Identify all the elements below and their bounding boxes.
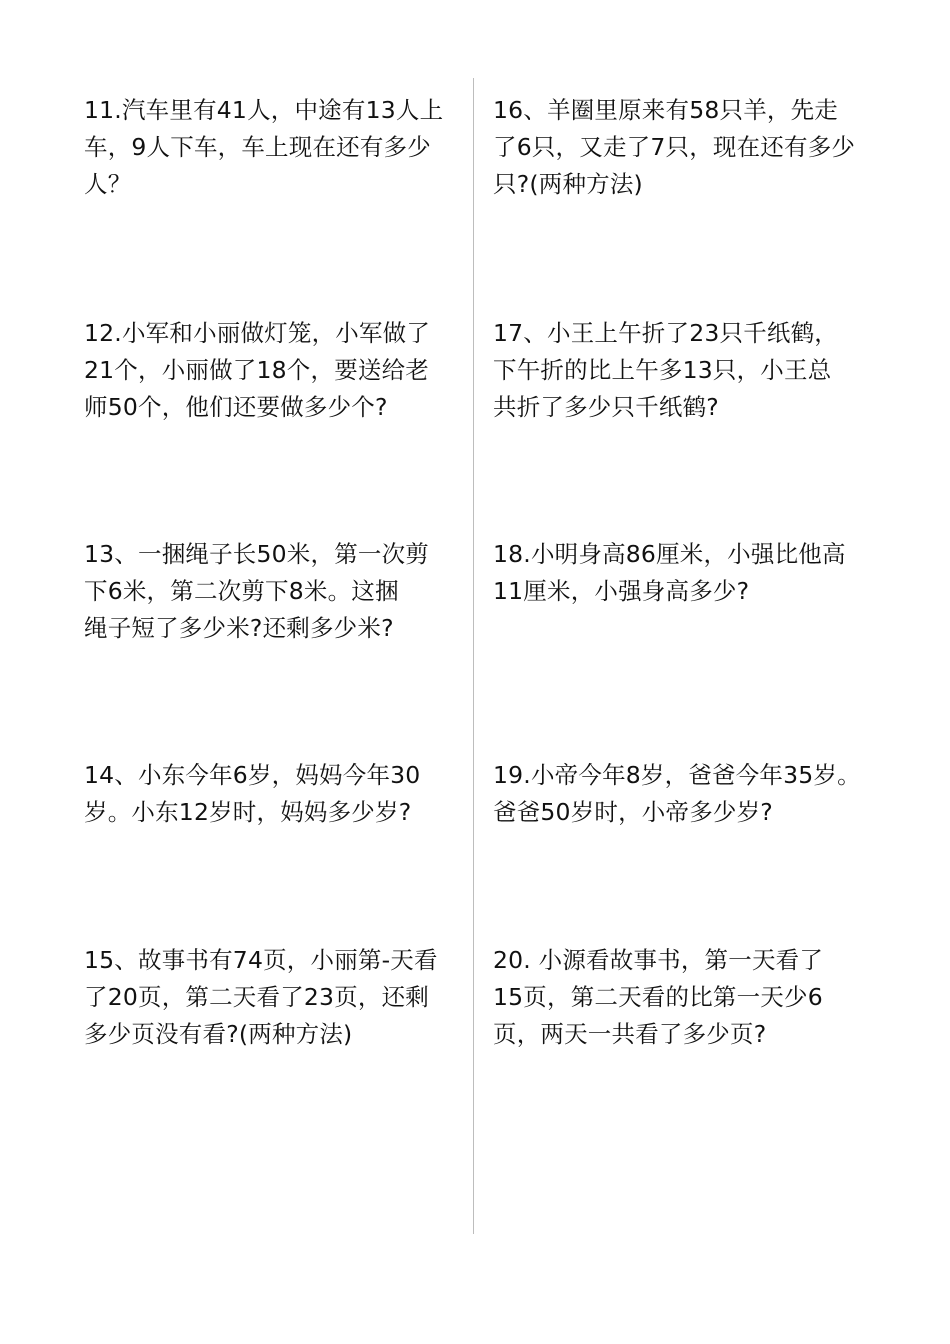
problem-line: 11厘米，小强身高多少? [493, 577, 750, 605]
problem-line: 15页，第二天看的比第一天少6 [493, 983, 823, 1011]
problem-line: 岁。小东12岁时，妈妈多少岁? [84, 798, 412, 826]
problem-line: 了20页，第二天看了23页，还剩 [84, 983, 430, 1011]
problem-17 [493, 315, 878, 426]
problem-15 [84, 942, 469, 1053]
problem-line: 爸爸50岁时，小帝多少岁? [493, 798, 773, 826]
problem-line: 11.汽车里有41人，中途有13人上 [84, 96, 444, 124]
problem-line: 绳子短了多少米?还剩多少米? [84, 614, 394, 642]
problem-line: 车，9人下车，车上现在还有多少 [84, 133, 431, 161]
problem-line: 12.小军和小丽做灯笼，小军做了 [84, 319, 431, 347]
problem-12 [84, 315, 469, 426]
problem-line: 共折了多少只千纸鹤? [493, 393, 719, 421]
problem-14 [84, 757, 469, 831]
problem-line: 20. 小源看故事书，第一天看了 [493, 946, 824, 974]
problem-line: 18.小明身高86厘米，小强比他高 [493, 540, 846, 568]
problem-20 [493, 942, 878, 1053]
problem-line: 19.小帝今年8岁，爸爸今年35岁。 [493, 761, 861, 789]
problem-18 [493, 536, 878, 610]
problem-11 [84, 92, 469, 203]
problem-line: 只?(两种方法) [493, 170, 643, 198]
problem-19 [493, 757, 878, 831]
problem-line: 下6米，第二次剪下8米。这捆 [84, 577, 399, 605]
problem-13 [84, 536, 469, 647]
column-divider [473, 78, 474, 1234]
problem-line: 人？ [84, 170, 132, 198]
problem-line: 14、小东今年6岁，妈妈今年30 [84, 761, 421, 789]
problem-line: 下午折的比上午多13只，小王总 [493, 356, 832, 384]
problem-line: 16、羊圈里原来有58只羊，先走 [493, 96, 839, 124]
problem-line: 多少页没有看?(两种方法) [84, 1020, 353, 1048]
problem-line: 15、故事书有74页，小丽第-天看 [84, 946, 438, 974]
problem-line: 页，两天一共看了多少页? [493, 1020, 767, 1048]
problem-line: 了6只，又走了7只，现在还有多少 [493, 133, 856, 161]
problem-line: 21个，小丽做了18个，要送给老 [84, 356, 430, 384]
problem-line: 17、小王上午折了23只千纸鹤， [493, 319, 839, 347]
problem-line: 13、一捆绳子长50米，第一次剪 [84, 540, 430, 568]
problem-16 [493, 92, 878, 203]
problem-line: 师50个，他们还要做多少个? [84, 393, 388, 421]
